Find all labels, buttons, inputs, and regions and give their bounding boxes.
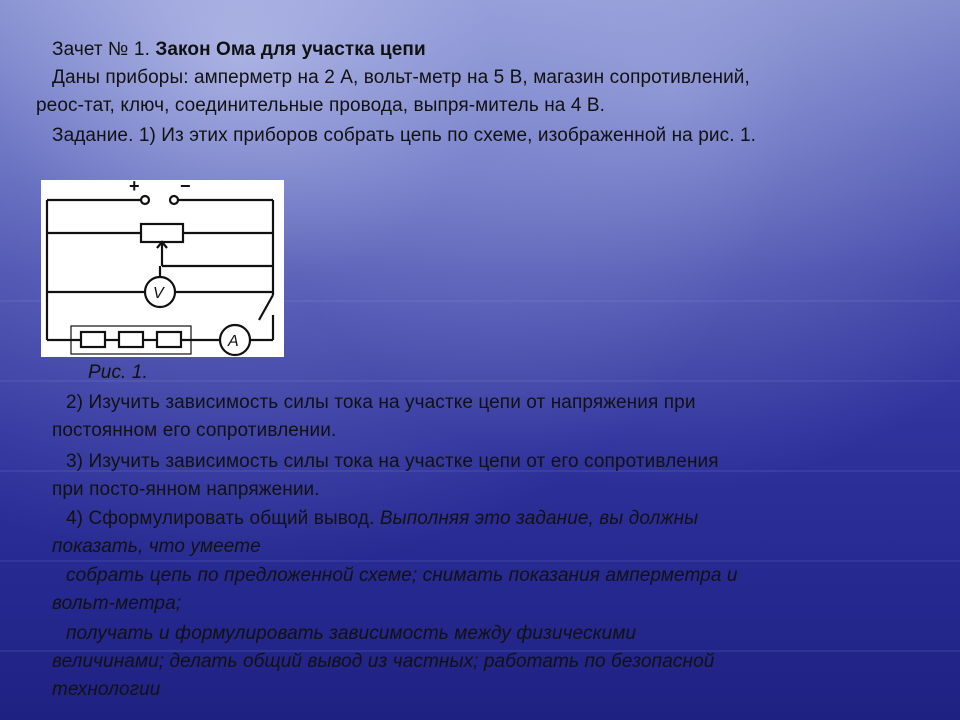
task-4-line-1 <box>66 506 698 532</box>
key-switch <box>259 295 273 320</box>
skill-1-line-2: вольт-метра; <box>52 593 182 614</box>
figure-caption: Рис. 1. <box>88 362 148 383</box>
title-prefix: Зачет № 1. <box>52 39 156 60</box>
plus-terminal <box>141 196 149 204</box>
task-line: Задание. 1) Из этих приборов собрать цепь по схеме, изображенной на рис. 1. <box>52 125 757 146</box>
task-3-line-1: 3) Изучить зависимость силы тока на участке цепи от его сопротивления <box>66 451 719 472</box>
rheostat <box>141 224 183 242</box>
skill-2-line-2: величинами; делать общий вывод из частных; работать по безопасной <box>52 651 715 672</box>
circuit-diagram <box>41 180 284 357</box>
skill-1-line-1: собрать цепь по предложенной схеме; снимать показания амперметра и <box>66 565 738 586</box>
slide-title <box>52 37 426 63</box>
resistor-2 <box>119 332 143 347</box>
task-4-line-2: показать, что умеете <box>52 536 261 557</box>
plus-sign: + <box>129 180 140 196</box>
resistance-box-outline <box>71 326 191 354</box>
minus-sign: − <box>180 180 191 196</box>
devices-line-1: Даны приборы: амперметр на 2 А, вольт-метр на 5 В, магазин сопротивлений, <box>52 67 750 88</box>
skill-2-line-3: технологии <box>52 679 161 700</box>
task-3-line-2: при посто-янном напряжении. <box>52 479 320 500</box>
task-4-normal: 4) Сформулировать общий вывод. <box>66 508 380 529</box>
resistor-1 <box>81 332 105 347</box>
voltmeter-label: V <box>153 285 164 302</box>
task-4-italic: Выполняя это задание, вы должны <box>379 508 699 529</box>
circuit-svg <box>41 180 284 357</box>
resistor-3 <box>157 332 181 347</box>
title-bold: Закон Ома для участка цепи <box>155 39 426 60</box>
task-2-line-2: постоянном его сопротивлении. <box>52 420 337 441</box>
devices-line-2: реос-тат, ключ, соединительные провода, выпря-митель на 4 В. <box>36 95 606 116</box>
task-2-line-1: 2) Изучить зависимость силы тока на участке цепи от напряжения при <box>66 392 696 413</box>
background-wave <box>0 560 960 562</box>
ammeter-label: A <box>228 333 239 350</box>
skill-2-line-1: получать и формулировать зависимость между физическими <box>66 623 637 644</box>
minus-terminal <box>170 196 178 204</box>
